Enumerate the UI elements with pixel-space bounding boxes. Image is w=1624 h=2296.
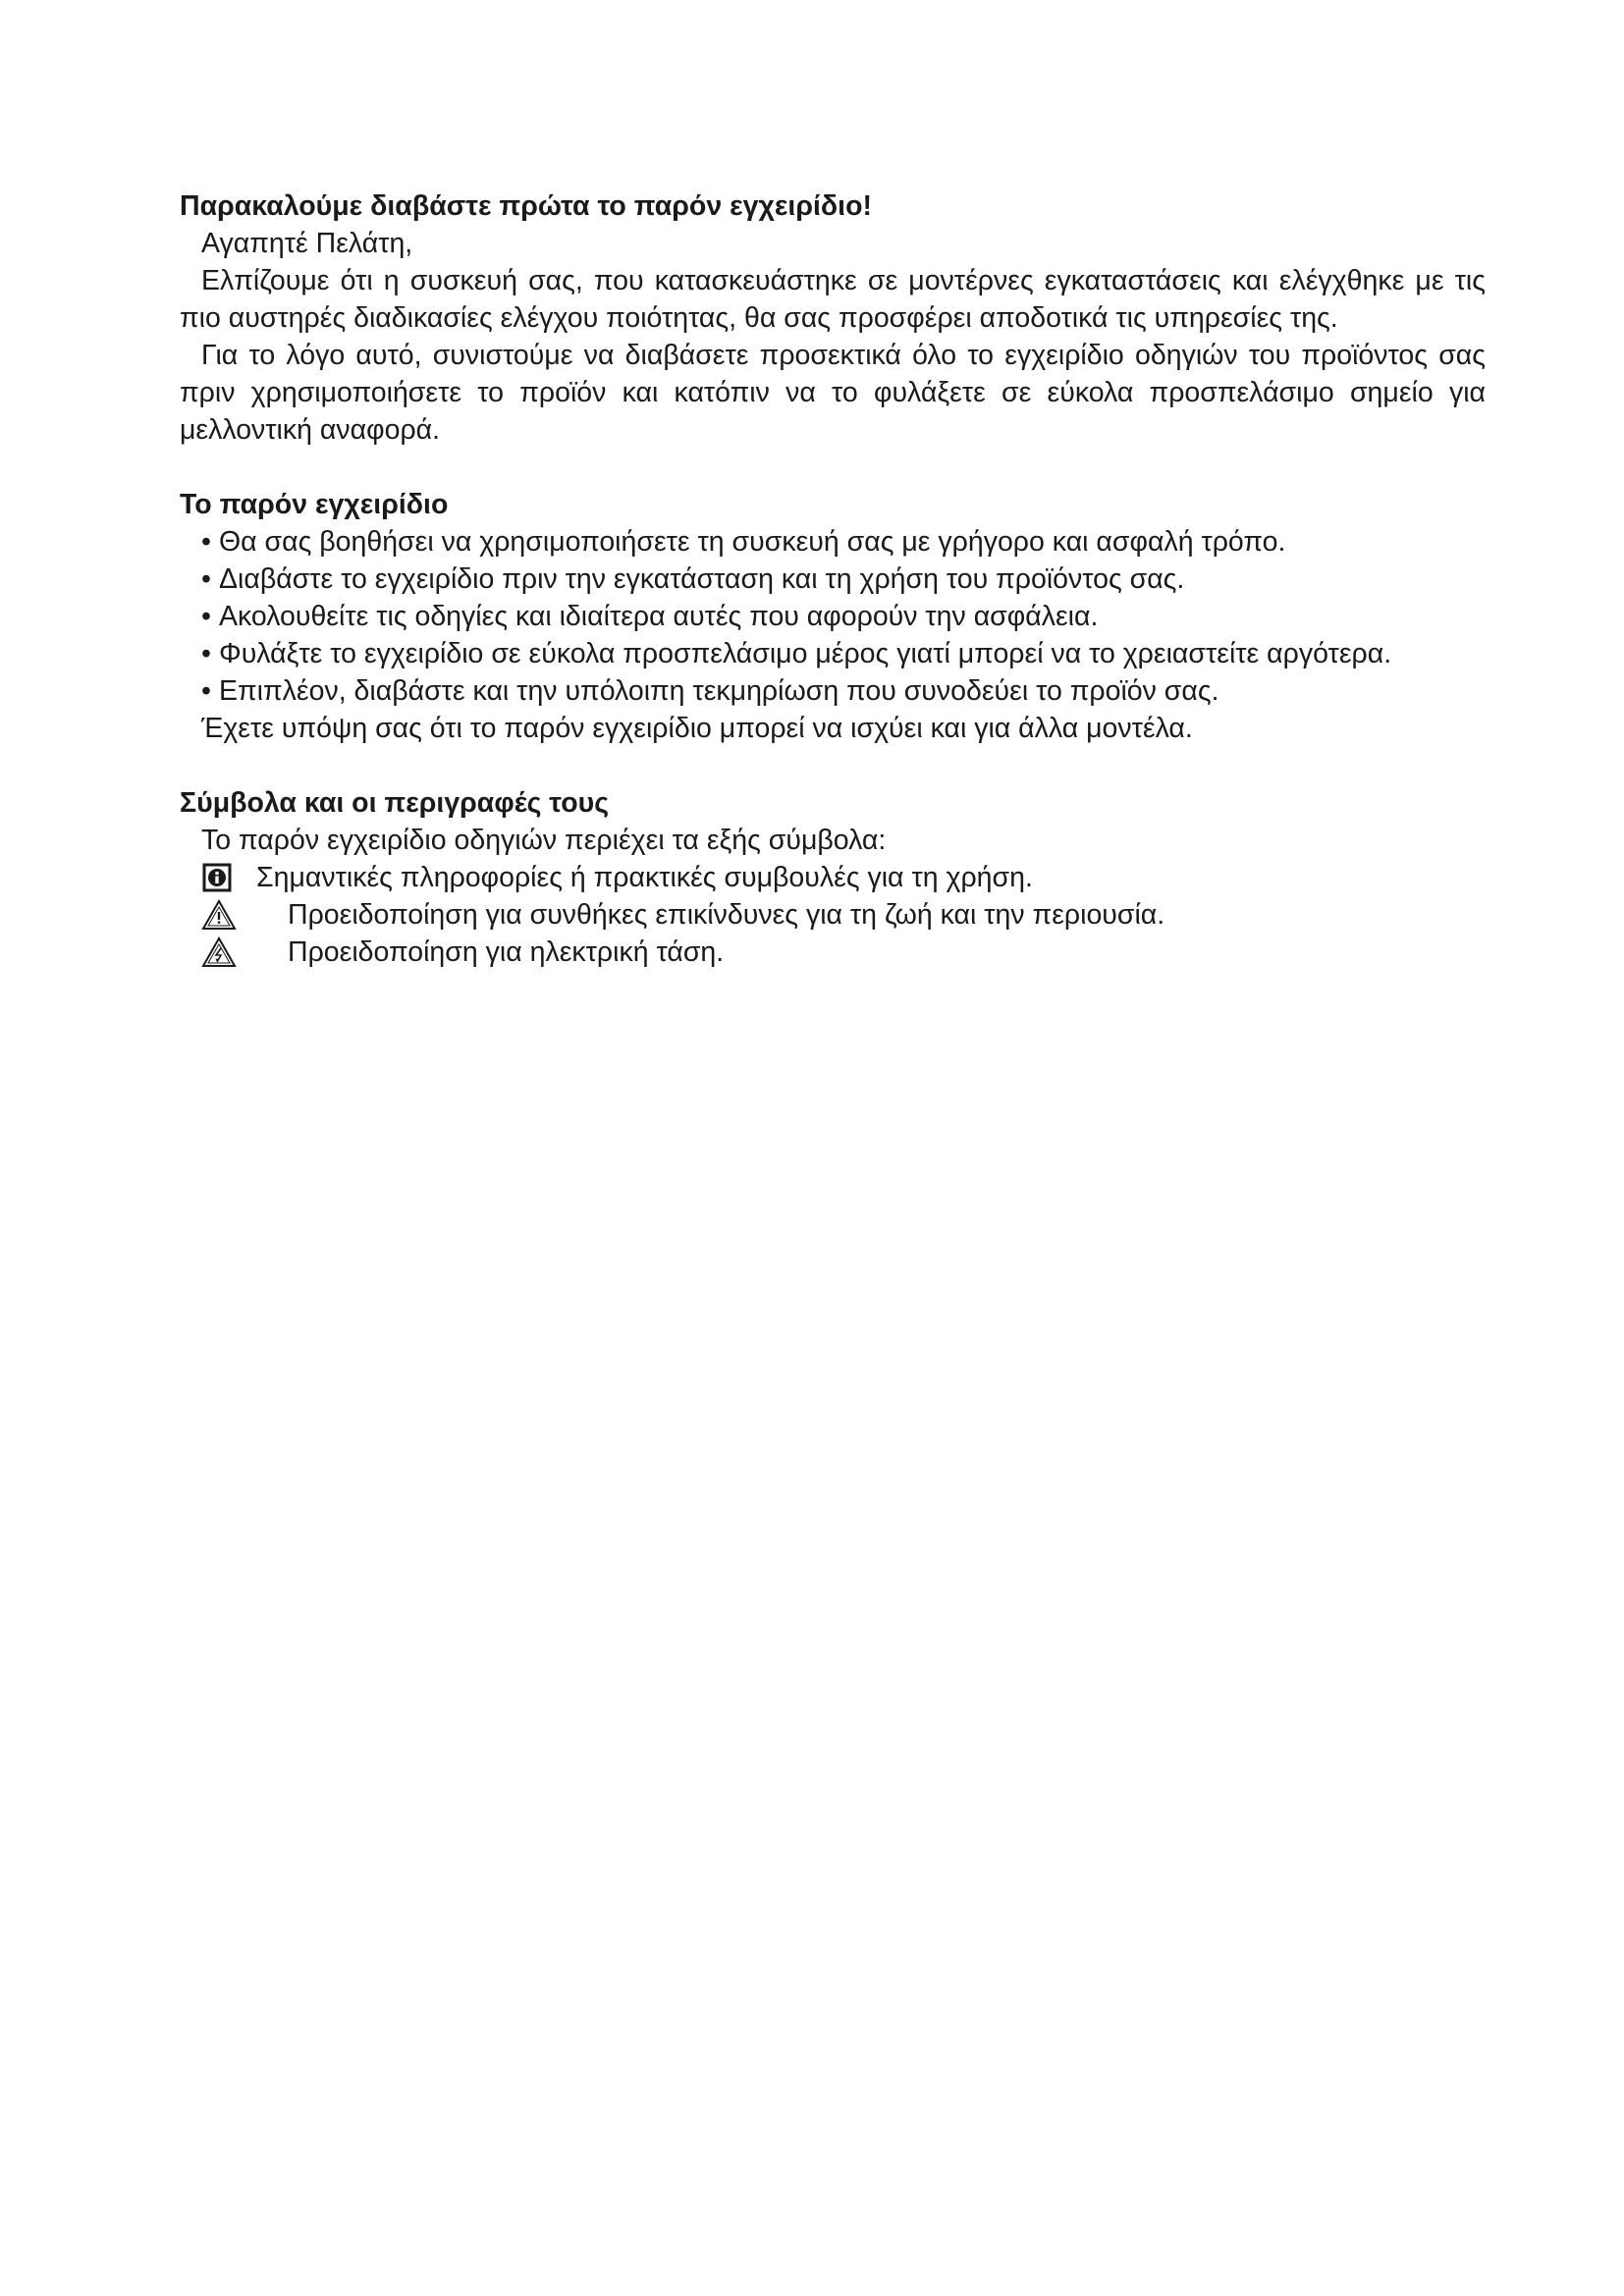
list-item-text: Ακολουθείτε τις οδηγίες και ιδιαίτερα αυτές που αφορούν την ασφάλεια. [218, 601, 1099, 632]
section-gap [180, 449, 1486, 486]
symbol-row-info [180, 859, 1486, 896]
list-item [180, 523, 1486, 561]
section-gap [180, 747, 1486, 784]
manual-section-heading: Το παρόν εγχειρίδιο [180, 489, 449, 520]
symbol-description: Προειδοποίηση για συνθήκες επικίνδυνες για τη ζωή και την περιουσία. [288, 899, 1165, 931]
bullet-dot: • [201, 526, 211, 558]
intro-paragraph-2: Για το λόγο αυτό, συνιστούμε να διαβάσετε προσεκτικά όλο το εγχειρίδιο οδηγιών του προϊόντος σας πριν χρησιμοποιήσετε το προϊόν και κατόπιν να το φυλάξετε σε εύκολα προσπελάσιμο σημείο για μελλοντική αναφορά. [180, 340, 1486, 446]
symbol-row-warning [180, 896, 1486, 934]
symbol-description: Σημαντικές πληροφορίες ή πρακτικές συμβουλές για τη χρήση. [256, 862, 1033, 893]
intro-paragraph-1: Ελπίζουμε ότι η συσκευή σας, που κατασκευάστηκε σε μοντέρνες εγκαταστάσεις και ελέγχθηκε με τις πιο αυστηρές διαδικασίες ελέγχου ποιότητας, θα σας προσφέρει αποδοτικά τις υπηρεσίες της. [180, 265, 1486, 334]
greeting: Αγαπητέ Πελάτη, [201, 228, 413, 259]
bullet-dot: • [201, 675, 211, 707]
list-item [180, 672, 1486, 710]
list-item-text: Επιπλέον, διαβάστε και την υπόλοιπη τεκμηρίωση που συνοδεύει το προϊόν σας. [218, 675, 1219, 707]
intro-title: Παρακαλούμε διαβάστε πρώτα το παρόν εγχειρίδιο! [180, 190, 872, 222]
document-page [180, 187, 1486, 971]
list-item-text: Θα σας βοηθήσει να χρησιμοποιήσετε τη συσκευή σας με γρήγορο και ασφαλή τρόπο. [218, 526, 1286, 558]
symbol-description: Προειδοποίηση για ηλεκτρική τάση. [288, 936, 725, 968]
list-item [180, 561, 1486, 598]
electric-warning-icon [201, 936, 233, 968]
list-item-text: Φυλάξτε το εγχειρίδιο σε εύκολα προσπελάσιμο μέρος γιατί μπορεί να το χρειαστείτε αργότερα. [218, 638, 1392, 669]
info-icon [201, 862, 233, 893]
list-item-text: Διαβάστε το εγχειρίδιο πριν την εγκατάσταση και τη χρήση του προϊόντος σας. [218, 563, 1185, 595]
bullet-dot: • [201, 563, 211, 595]
list-item [180, 635, 1486, 672]
bullet-dot: • [201, 638, 211, 669]
bullet-dot: • [201, 601, 211, 632]
warning-triangle-icon [201, 899, 233, 931]
symbol-row-electric [180, 934, 1486, 971]
symbols-intro: Το παρόν εγχειρίδιο οδηγιών περιέχει τα εξής σύμβολα: [201, 825, 887, 856]
list-item [180, 598, 1486, 635]
symbols-section-heading: Σύμβολα και οι περιγραφές τους [180, 787, 610, 819]
manual-note: Έχετε υπόψη σας ότι το παρόν εγχειρίδιο μπορεί να ισχύει και για άλλα μοντέλα. [201, 713, 1193, 744]
